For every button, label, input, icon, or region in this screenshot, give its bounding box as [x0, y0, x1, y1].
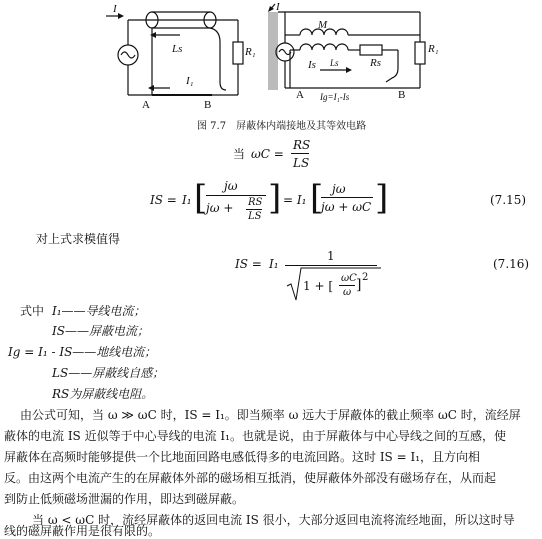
paragraph-line: 蔽体的电流 IS 近似等于中心导线的电流 I₁。也就是说，由于屏蔽体与中心导线之间的互感，使	[4, 429, 506, 443]
def-i1: I₁——导线电流；	[52, 304, 146, 318]
eq716-number: (7.16)	[493, 257, 530, 271]
label-right-I: I	[276, 1, 280, 13]
text-modulus: 对上式求模值得	[36, 232, 121, 246]
bracket-left: [	[310, 178, 324, 218]
label-left-B: B	[204, 99, 212, 111]
circuit-figure	[0, 0, 542, 120]
eq715-ls: LS	[248, 211, 262, 222]
eq715-lhs: IS =	[150, 193, 177, 207]
condition-den: LS	[293, 156, 310, 170]
label-left-Ls: Ls	[172, 43, 183, 55]
eq715-frac2-den: jω + ωC	[321, 200, 372, 214]
paragraph-line: 由公式可知，当 ω ≫ ωC 时，IS = I₁。即当频率 ω 远大于屏蔽体的截止频率 ωC 时，流经屏	[20, 408, 521, 422]
def-is: IS——屏蔽电流；	[52, 324, 149, 338]
def-ls: LS——屏蔽线自感；	[52, 366, 165, 380]
label-right-Ig: Ig=I₁-Is	[320, 92, 350, 102]
condition-lead: 当	[233, 147, 246, 161]
fraction-bar	[321, 197, 373, 198]
bracket-right: ]	[356, 277, 362, 293]
eq716-lhs: IS =	[235, 257, 262, 271]
def-rs: RS为屏蔽线电阻。	[52, 387, 154, 401]
fraction-bar	[291, 153, 309, 154]
equation-7-16	[235, 247, 540, 303]
def-ig: Ig = I₁ - IS——地线电流；	[8, 345, 157, 359]
eq716-sqrt-body: 1 + [	[303, 279, 333, 293]
label-right-R1: R₁	[428, 43, 439, 55]
label-right-M: M	[318, 19, 328, 31]
condition-lhs: ωC =	[251, 147, 284, 161]
eq716-pow: 2	[362, 272, 369, 283]
label-left-I1: I₁	[186, 75, 194, 87]
eq715-i1: I₁	[182, 193, 192, 207]
eq715-rs: RS	[248, 197, 263, 208]
label-right-Ls: Ls	[330, 58, 339, 68]
def-label: 式中	[20, 304, 45, 318]
paragraph-line: 到防止低频磁场泄漏的作用，即达到磁屏蔽。	[4, 492, 245, 506]
figure-caption: 图 7.7 屏蔽体内端接地及其等效电路	[197, 121, 367, 132]
bracket-right: ]	[375, 178, 389, 218]
eq716-num: 1	[327, 249, 335, 263]
equation-7-15	[150, 176, 540, 222]
label-right-Is: Is	[308, 59, 316, 71]
bracket-left: [	[194, 178, 208, 218]
condition-num: RS	[293, 138, 311, 152]
eq716-i1: I₁	[269, 257, 279, 271]
eq716-w: ω	[343, 287, 352, 298]
eq715-frac1-den: jω +	[206, 201, 234, 215]
eq715-frac1-num: jω	[224, 179, 238, 193]
eq715-number: (7.15)	[490, 193, 527, 207]
label-right-B: B	[398, 89, 406, 101]
right-circuit	[268, 4, 425, 90]
paragraph-line: 反。由这两个电流产生的在屏蔽体外部的磁场相互抵消，使屏蔽体外部没有磁场存在，从而起	[4, 471, 497, 485]
eq715-mid2: = I₁	[283, 193, 307, 207]
paragraph-line: 线的磁屏蔽作用是很有限的。	[4, 524, 161, 538]
label-left-R1: R₁	[245, 46, 256, 58]
label-left-I: I	[113, 3, 117, 15]
paragraph-line: 当 ω < ωC 时，流经屏蔽体的返回电流 IS 很小，大部分返回电流将流经地面，所以这时导	[20, 513, 515, 527]
label-right-A: A	[296, 89, 304, 101]
paragraph-line: 屏蔽体在高频时能够提供一个比地面回路电感低得多的电流回路。这时 IS = I₁，且方向相	[4, 450, 481, 464]
condition-equation	[233, 136, 373, 172]
eq716-wc: ωC	[341, 273, 357, 284]
eq715-frac2-num: jω	[332, 182, 346, 196]
label-left-A: A	[142, 99, 150, 111]
label-right-Rs: Rs	[370, 57, 381, 69]
bracket-right: ]	[268, 178, 282, 218]
